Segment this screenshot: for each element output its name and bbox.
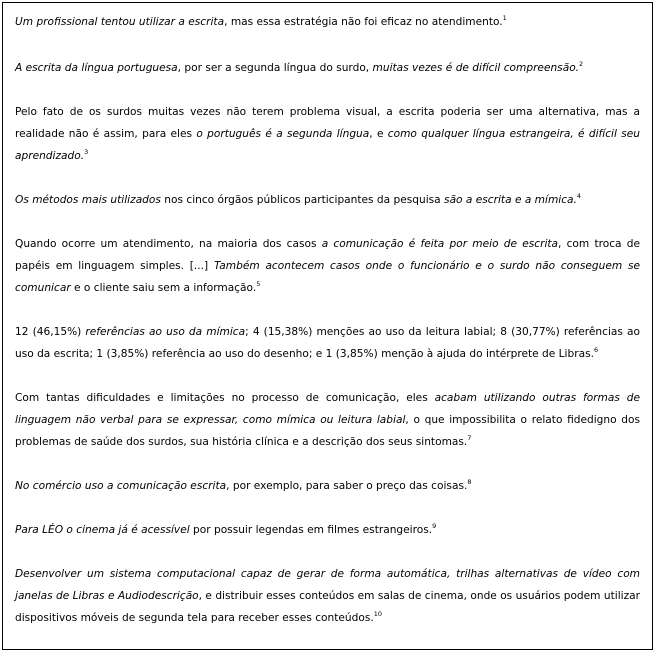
quote-text: A escrita da língua portuguesa, por ser a segunda língua do surdo, muitas vezes é de difícil compreensão. <box>15 62 580 74</box>
quote-1 <box>15 11 640 33</box>
quote-10 <box>15 563 640 629</box>
footnote-ref: 2 <box>579 60 584 68</box>
footnote-ref: 7 <box>467 434 472 442</box>
quote-text: Desenvolver um sistema computacional capaz de gerar de forma automática, trilhas alternativas de vídeo com janelas de Libras e Audiodescrição, e distribuir esses conteúdos em salas de cinema, onde os usuários podem utilizar dispositivos móveis de segunda tela para receber esses conteúdos. <box>15 568 640 624</box>
footnote-ref: 4 <box>576 192 582 200</box>
quotes-box <box>2 2 653 650</box>
quote-6 <box>15 321 640 365</box>
quote-text: Quando ocorre um atendimento, na maioria dos casos a comunicação é feita por meio de escrita, com troca de papéis em linguagem simples. [...] Também acontecem casos onde o funcionário e o surdo não conseguem se comunicar e o cliente saiu sem a informação. <box>15 238 640 294</box>
quote-text: Um profissional tentou utilizar a escrita, mas essa estratégia não foi eficaz no atendimento. <box>15 16 503 28</box>
quote-text: Os métodos mais utilizados nos cinco órgãos públicos participantes da pesquisa são a escrita e a mímica. <box>15 194 577 206</box>
footnote-ref: 8 <box>467 478 472 486</box>
quote-3 <box>15 101 640 167</box>
footnote-ref: 6 <box>593 346 599 354</box>
quote-4 <box>15 189 640 211</box>
footnote-ref: 3 <box>84 148 89 156</box>
quote-text: Pelo fato de os surdos muitas vezes não terem problema visual, a escrita poderia ser uma alternativa, mas a realidade não é assim, para eles o português é a segunda língua, e como qualquer língua estrangeira, é difícil seu aprendizado. <box>15 106 641 162</box>
quote-5 <box>15 233 640 299</box>
footnote-ref: 5 <box>256 280 261 288</box>
quote-text: Para LÉO o cinema já é acessível por possuir legendas em filmes estrangeiros. <box>15 524 433 536</box>
footnote-ref: 9 <box>432 522 437 530</box>
quote-8 <box>15 475 640 497</box>
quote-7 <box>15 387 640 453</box>
quote-text: Com tantas dificuldades e limitações no processo de comunicação, eles acabam utilizando outras formas de linguagem não verbal para se expressar, como mímica ou leitura labial, o que impossibilita o relato fidedigno dos problemas de saúde dos surdos, sua história clínica e a descrição dos seus sintomas. <box>15 392 641 448</box>
quote-text: No comércio uso a comunicação escrita, por exemplo, para saber o preço das coisas. <box>15 480 468 492</box>
quote-9 <box>15 519 640 541</box>
footnote-ref: 1 <box>502 14 507 22</box>
quote-text: 12 (46,15%) referências ao uso da mímica; 4 (15,38%) menções ao uso da leitura labial; 8 (30,77%) referências ao uso da escrita; 1 (3,85%) referência ao uso do desenho; e 1 (3,85%) menção à ajuda do intérprete de Libras. <box>15 326 640 360</box>
footnote-ref: 10 <box>373 610 382 618</box>
quote-2 <box>15 57 640 79</box>
